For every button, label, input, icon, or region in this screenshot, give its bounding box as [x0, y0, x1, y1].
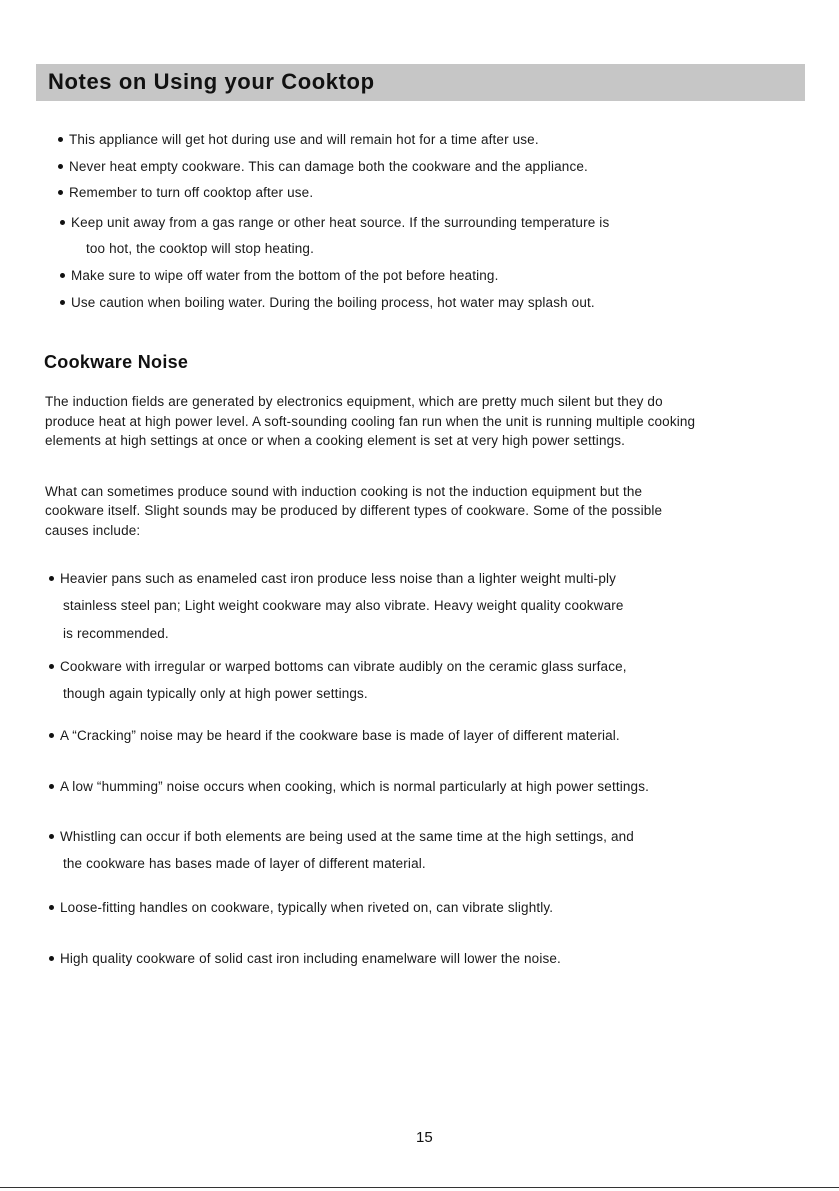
note-item	[60, 294, 595, 312]
cause-continuation: stainless steel pan; Light weight cookware may also vibrate. Heavy weight quality cookware	[63, 598, 624, 613]
note-continuation: too hot, the cooktop will stop heating.	[86, 241, 314, 256]
section-banner	[36, 64, 805, 101]
cause-text: Loose-fitting handles on cookware, typically when riveted on, can vibrate slightly.	[60, 900, 554, 915]
cause-text: Whistling can occur if both elements are being used at the same time at the high settings, and	[60, 829, 634, 844]
bullet-icon	[58, 137, 63, 142]
cause-item	[49, 570, 616, 588]
bullet-icon	[49, 834, 54, 839]
page-number: 15	[416, 1129, 433, 1146]
bullet-icon	[49, 905, 54, 910]
note-item	[60, 267, 498, 285]
bullet-icon	[49, 733, 54, 738]
cause-continuation: though again typically only at high power settings.	[63, 686, 368, 701]
bullet-icon	[49, 956, 54, 961]
cause-text: Heavier pans such as enameled cast iron produce less noise than a lighter weight multi-ply	[60, 571, 617, 586]
note-text: Never heat empty cookware. This can damage both the cookware and the appliance.	[69, 159, 588, 174]
bullet-icon	[60, 300, 65, 305]
paragraph-line: What can sometimes produce sound with induction cooking is not the induction equipment but the	[45, 484, 643, 499]
cause-item	[49, 658, 627, 676]
note-text: This appliance will get hot during use and will remain hot for a time after use.	[69, 132, 539, 147]
cause-continuation: is recommended.	[63, 626, 169, 641]
paragraph-line: The induction fields are generated by electronics equipment, which are pretty much silent but they do	[45, 394, 663, 409]
bullet-icon	[49, 784, 54, 789]
cause-item	[49, 828, 634, 846]
cause-item	[49, 727, 620, 745]
cause-text: Cookware with irregular or warped bottoms can vibrate audibly on the ceramic glass surface,	[60, 659, 627, 674]
note-text: Make sure to wipe off water from the bottom of the pot before heating.	[71, 268, 499, 283]
paragraph-line: produce heat at high power level. A soft-sounding cooling fan run when the unit is running multiple cooking	[45, 414, 696, 429]
bullet-icon	[60, 220, 65, 225]
note-item	[58, 131, 539, 149]
section-title: Notes on Using your Cooktop	[48, 69, 375, 94]
paragraph-line: causes include:	[45, 523, 141, 538]
bullet-icon	[58, 164, 63, 169]
paragraph-line: elements at high settings at once or when a cooking element is set at very high power settings.	[45, 433, 626, 448]
cause-text: High quality cookware of solid cast iron including enamelware will lower the noise.	[60, 951, 561, 966]
bullet-icon	[49, 664, 54, 669]
cause-text: A “Cracking” noise may be heard if the cookware base is made of layer of different material.	[60, 728, 620, 743]
cookware-noise-heading: Cookware Noise	[44, 352, 189, 372]
note-item	[58, 184, 313, 202]
paragraph-line: cookware itself. Slight sounds may be produced by different types of cookware. Some of the possible	[45, 503, 663, 518]
note-text: Use caution when boiling water. During the boiling process, hot water may splash out.	[71, 295, 595, 310]
note-text: Remember to turn off cooktop after use.	[69, 185, 314, 200]
footer-rule	[0, 1187, 839, 1188]
cause-text: A low “humming” noise occurs when cooking, which is normal particularly at high power settings.	[60, 779, 650, 794]
bullet-icon	[60, 273, 65, 278]
cause-continuation: the cookware has bases made of layer of different material.	[63, 856, 426, 871]
note-text: Keep unit away from a gas range or other heat source. If the surrounding temperature is	[71, 215, 610, 230]
cause-item	[49, 778, 649, 796]
bullet-icon	[58, 190, 63, 195]
note-item	[60, 214, 609, 232]
bullet-icon	[49, 576, 54, 581]
note-item	[58, 158, 588, 176]
cause-item	[49, 899, 553, 917]
cause-item	[49, 950, 561, 968]
